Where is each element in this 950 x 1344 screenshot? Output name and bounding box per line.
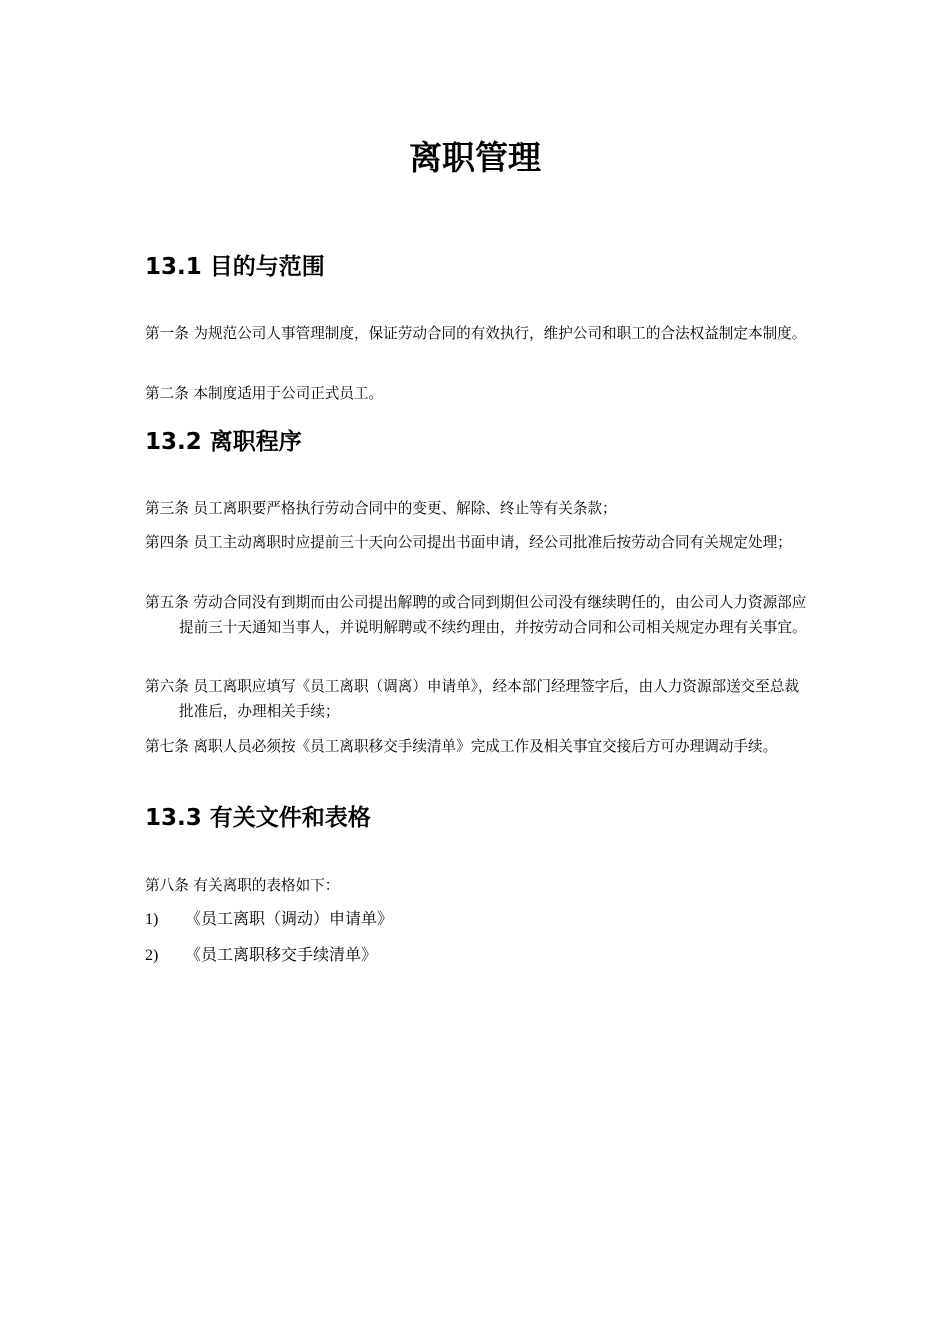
list-text: 《员工离职移交手续清单》 [185,945,378,964]
section-heading-13-3: 13.3 有关文件和表格 [145,805,371,831]
list-item [145,943,810,968]
article-7: 第七条 离职人员必须按《员工离职移交手续清单》完成工作及相关事宜交接后方可办理调动手续。 [145,738,778,755]
article-3: 第三条 员工离职要严格执行劳动合同中的变更、解除、终止等有关条款； [145,500,617,517]
section-heading-13-2: 13.2 离职程序 [145,429,302,455]
list-item [145,907,810,932]
article-4: 第四条 员工主动离职时应提前三十天向公司提出书面申请，经公司批准后按劳动合同有关规定处理； [145,534,792,551]
list-number: 2) [145,947,159,964]
article-5: 第五条 劳动合同没有到期而由公司提出解聘的或合同到期但公司没有继续聘任的，由公司人力资源部应提前三十天通知当事人，并说明解聘或不续约理由，并按劳动合同和公司相关规定办理有关事宜。 [145,594,807,636]
document-title: 离职管理 [409,138,541,177]
article-1: 第一条 为规范公司人事管理制度，保证劳动合同的有效执行，维护公司和职工的合法权益制定本制度。 [145,325,807,342]
list-number: 1) [145,911,159,928]
section-heading-13-1: 13.1 目的与范围 [145,254,325,280]
article-2: 第二条 本制度适用于公司正式员工。 [145,385,384,402]
article-6: 第六条 员工离职应填写《员工离职（调离）申请单》，经本部门经理签字后，由人力资源部送交至总裁批准后，办理相关手续； [145,678,800,720]
article-8: 第八条 有关离职的表格如下： [145,877,340,894]
list-text: 《员工离职（调动）申请单》 [185,909,394,928]
